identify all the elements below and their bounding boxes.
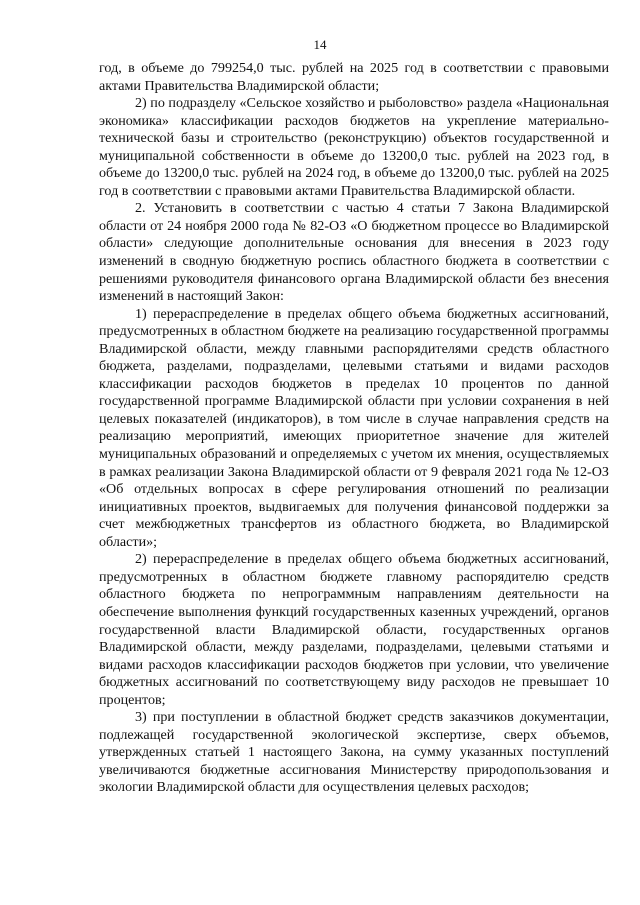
paragraph-item-2-agriculture: 2) по подразделу «Сельское хозяйство и рыболовство» раздела «Национальная экономика» классификации расходов бюджетов на укрепление материально-технической базы и строительство (реконструкцию) объектов государственной и муниципальной собственности в объеме до 13200,0 тыс. рублей на 2023 год, в объеме до 13200,0 тыс. рублей на 2024 год, в объеме до 13200,0 тыс. рублей на 2025 год в соответствии с правовыми актами Правительства Владимирской области. (99, 95, 609, 199)
paragraph-item-1-redistribution: 1) перераспределение в пределах общего объема бюджетных ассигнований, предусмотренных в областном бюджете на реализацию государственной программы Владимирской области, между главными распорядителями средств областного бюджета, разделами, подразделами, целевыми статьями и видами расходов классификации расходов бюджетов в пределах 10 процентов по данной государственной программе Владимирской области при условии сохранения в ней целевых показателей (индикаторов), в том числе в случае направления средств на реализацию мероприятий, имеющих приоритетное значение для жителей муниципальных образований и определяемых с учетом их мнения, осуществляемых в рамках реализации Закона Владимирской области от 9 февраля 2021 года № 12-ОЗ «Об отдельных вопросах в сфере регулирования отношений по реализации инициативных проектов, выдвигаемых для получения финансовой поддержки за счет межбюджетных трансфертов из областного бюджета, во Владимирской области»; (99, 305, 609, 550)
paragraph-continuation: год, в объеме до 799254,0 тыс. рублей на 2025 год в соответствии с правовыми актами Правительства Владимирской области; (99, 60, 609, 94)
paragraph-item-2-redistribution: 2) перераспределение в пределах общего объема бюджетных ассигнований, предусмотренных в областном бюджете главному распорядителю средств областного бюджета по непрограммным направлениям деятельности на обеспечение выполнения функций государственных казенных учреждений, органов государственной власти Владимирской области, государственных органов Владимирской области, между разделами, подразделами, целевыми статьями и видами расходов классификации расходов бюджетов при условии, что увеличение бюджетных ассигнований по соответствующему виду расходов не превышает 10 процентов; (99, 551, 609, 708)
page-number: 14 (313, 37, 327, 52)
paragraph-section-2: 2. Установить в соответствии с частью 4 статьи 7 Закона Владимирской области от 24 ноября 2000 года № 82-ОЗ «О бюджетном процессе во Владимирской области» следующие дополнительные основания для внесения в 2023 году изменений в сводную бюджетную роспись областного бюджета в соответствии с решениями руководителя финансового органа Владимирской области без внесения изменений в настоящий Закон: (99, 200, 609, 305)
paragraph-item-3-receipts: 3) при поступлении в областной бюджет средств заказчиков документации, подлежащей государственной экологической экспертизе, сверх объемов, утвержденных статьей 1 настоящего Закона, на сумму указанных поступлений увеличиваются бюджетные ассигнования Министерству природопользования и экологии Владимирской области для осуществления целевых расходов; (99, 709, 609, 796)
document-body (99, 60, 609, 797)
